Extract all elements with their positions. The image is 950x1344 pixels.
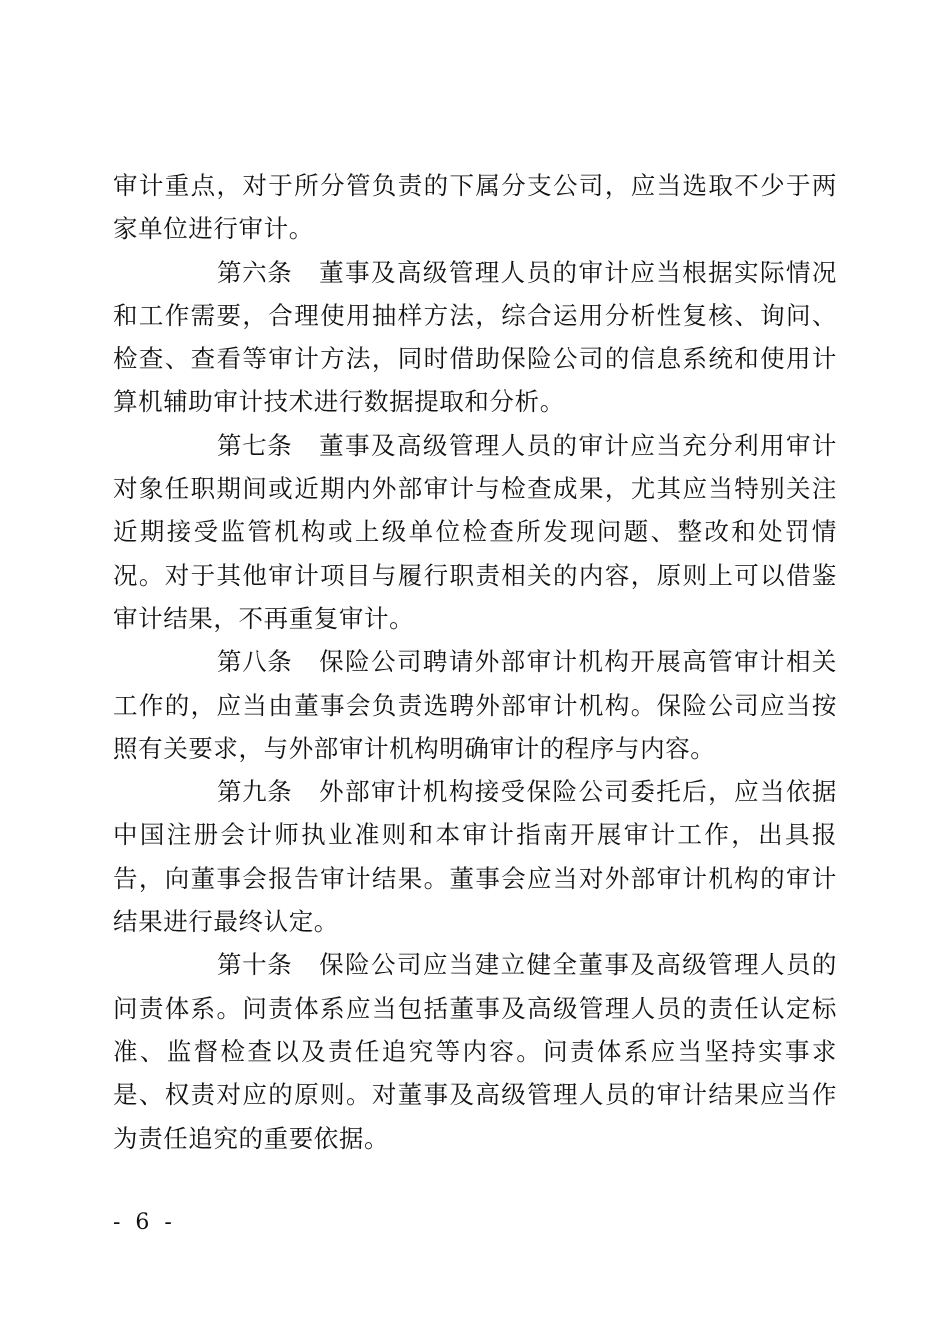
article-text: 外部审计机构接受保险公司委托后，应当依据中国注册会计师执业准则和本审计指南开展审计工作，出具报告，向董事会报告审计结果。董事会应当对外部审计机构的审计结果进行最终认定。	[113, 777, 837, 937]
article-number: 第十条	[217, 950, 293, 980]
document-body	[113, 164, 837, 1160]
article-6	[113, 251, 837, 424]
article-text: 保险公司聘请外部审计机构开展高管审计相关工作的，应当由董事会负责选聘外部审计机构。保险公司应当按照有关要求，与外部审计机构明确审计的程序与内容。	[113, 647, 837, 763]
continuation-paragraph: 审计重点，对于所分管负责的下属分支公司，应当选取不少于两家单位进行审计。	[113, 171, 837, 244]
article-text: 董事及高级管理人员的审计应当根据实际情况和工作需要，合理使用抽样方法，综合运用分析性复核、询问、检查、查看等审计方法，同时借助保险公司的信息系统和使用计算机辅助审计技术进行数据提取和分析。	[113, 257, 837, 417]
article-number: 第八条	[217, 647, 293, 677]
article-7	[113, 424, 837, 640]
article-text: 保险公司应当建立健全董事及高级管理人员的问责体系。问责体系应当包括董事及高级管理人员的责任认定标准、监督检查以及责任追究等内容。问责体系应当坚持实事求是、权责对应的原则。对董事及高级管理人员的审计结果应当作为责任追究的重要依据。	[113, 950, 837, 1153]
article-number: 第六条	[217, 257, 293, 287]
article-text: 董事及高级管理人员的审计应当充分利用审计对象任职期间或近期内外部审计与检查成果，尤其应当特别关注近期接受监管机构或上级单位检查所发现问题、整改和处罚情况。对于其他审计项目与履行职责相关的内容，原则上可以借鉴审计结果，不再重复审计。	[113, 430, 837, 633]
article-number: 第九条	[217, 777, 293, 807]
article-8	[113, 640, 837, 770]
article-number: 第七条	[217, 430, 293, 460]
page-number: - 6 -	[113, 1210, 176, 1235]
article-10	[113, 943, 837, 1159]
article-9	[113, 770, 837, 943]
